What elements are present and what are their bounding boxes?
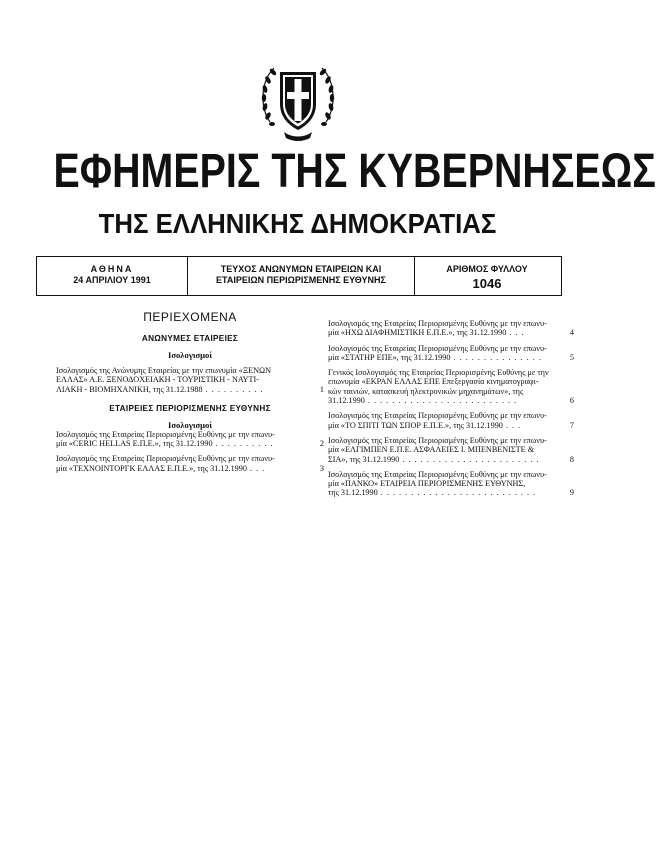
dot-leader: . . . . . . . . . . . . . . . . . . . . . . . . . . — [377, 488, 537, 498]
entry-page-number: 2 — [319, 439, 324, 449]
dot-leader: . . . . . . . . . . — [212, 439, 274, 449]
dot-leader: . . . . . . . . . . . . . . . . . . . . . . . . . — [364, 396, 518, 406]
entry-line: μία «ΣΤΑΤΗΡ ΕΠΕ», της 31.12.1990 — [328, 352, 451, 362]
entry-page-number: 8 — [569, 454, 574, 464]
issue-type-line-2: ΕΤΑΙΡΕΙΩΝ ΠΕΡΙΩΡΙΣΜΕΝΗΣ ΕΥΘΥΝΗΣ — [216, 275, 386, 285]
entry-line: μία «ΠΑΝΚΟ» ΕΤΑΙΡΕΙΑ ΠΕΡΙΟΡΙΣΜΕΝΗΣ ΕΥΘΥΝΗΣ, — [328, 479, 526, 489]
dot-leader: . . . — [506, 328, 525, 338]
contents-entry[interactable] — [56, 430, 324, 449]
contents-entry[interactable] — [328, 368, 574, 405]
entry-line: ΕΛΛΑΣ» Α.Ε. ΞΕΝΟΔΟΧΕΙΑΚΗ - ΤΟΥΡΙΣΤΙΚΗ - ΝΑΥΤΙ- — [56, 375, 259, 385]
entry-line: της 31.12.1990 — [328, 488, 378, 498]
gazette-subtitle: ΤΗΣ ΕΛΛΗΝΙΚΗΣ ΔΗΜΟΚΡΑΤΙΑΣ — [98, 208, 497, 239]
section-subtitle: Ισολογισμοί — [167, 419, 213, 430]
entry-page-number: 3 — [319, 463, 324, 473]
entry-line: Ισολογισμός της Ανώνυμης Εταιρείας με την επωνυμία «ΞΕΝΩΝ — [56, 366, 272, 375]
entry-line: Ισολογισμός της Εταιρείας Περιορισμένης Ευθύνης με την επωνυ- — [328, 343, 547, 353]
entry-line: μία «ΕΛΓΙΜΠΕΝ Ε.Π.Ε. ΑΣΦΑΛΕΙΕΣ Ι. ΜΠΕΝΒΕΝΙΣΤΕ & — [328, 445, 535, 455]
entry-line: Ισολογισμός της Εταιρείας Περιορισμένης Ευθύνης με την επωνυ- — [328, 469, 547, 479]
entry-line: μία «ΤΟ ΣΠΙΤΙ ΤΩΝ ΣΠΟΡ Ε.Π.Ε.», της 31.12.1990 — [328, 420, 503, 430]
gazette-title: ΕΦΗΜΕΡΙΣ ΤΗΣ ΚΥΒΕΡΝΗΣΕΩΣ — [53, 145, 656, 198]
entry-line: Ισολογισμός της Εταιρείας Περιορισμένης Ευθύνης με την επωνυ- — [328, 435, 547, 445]
sheet-number: 1046 — [472, 276, 502, 291]
entry-line: ΣΙΑ», της 31.12.1990 — [328, 454, 400, 464]
section-title: ΕΤΑΙΡΕΙΕΣ ΠΕΡΙΟΡΙΣΜΕΝΗΣ ΕΥΘΥΝΗΣ — [109, 403, 271, 413]
sheet-number-label: ΑΡΙΘΜΟΣ ΦΥΛΛΟΥ — [446, 264, 528, 274]
city-label: ΑΘΗΝΑ — [90, 264, 134, 274]
entry-line: Ισολογισμός της Εταιρείας Περιορισμένης Ευθύνης με την επωνυ- — [56, 454, 275, 464]
entry-page-number: 9 — [569, 488, 574, 498]
entry-line: Ισολογισμός της Εταιρείας Περιορισμένης Ευθύνης με την επωνυ- — [328, 319, 547, 328]
section-title: ΑΝΩΝΥΜΕΣ ΕΤΑΙΡΕΙΕΣ — [141, 334, 239, 343]
contents-entry[interactable] — [328, 470, 574, 498]
issue-info-box — [36, 256, 562, 296]
entry-line: κών ταινιών, κατασκευή ηλεκτρονικών μηχανημάτων», της — [328, 386, 524, 396]
entry-page-number: 5 — [569, 352, 574, 362]
entry-line: μία «CERIC HELLAS Ε.Π.Ε.», της 31.12.1990 — [56, 439, 213, 449]
entry-line: ΛΙΑΚΗ - ΒΙΟΜΗΧΑΝΙΚΗ, της 31.12.1988 — [56, 384, 203, 394]
dot-leader: . . . — [502, 420, 522, 430]
dot-leader: . . . . . . . . . . — [202, 384, 264, 394]
contents-entry[interactable] — [328, 319, 574, 338]
issue-date: 24 ΑΠΡΙΛΙΟΥ 1991 — [73, 275, 151, 285]
entry-page-number: 6 — [569, 396, 574, 406]
dot-leader: . . . . . . . . . . . . . . . — [450, 352, 542, 362]
entry-page-number: 1 — [319, 384, 324, 394]
entry-line: επωνυμία «ΕΚΡΑΝ ΕΛΛΑΣ ΕΠΕ Επεξεργασία κινηματογραφι- — [328, 377, 539, 387]
issue-type-cell — [187, 257, 415, 295]
greek-coat-of-arms-icon — [256, 52, 340, 148]
dot-leader: . . . — [246, 463, 266, 473]
contents-entry[interactable] — [328, 344, 574, 363]
entry-line: Ισολογισμός της Εταιρείας Περιορισμένης Ευθύνης με την επωνυ- — [56, 429, 275, 439]
entry-line: μία «ΤΕΧΝΟΙΝΤΟΡΓΚ ΕΛΛΑΣ Ε.Π.Ε.», της 31.12.1990 — [56, 463, 247, 473]
sheet-number-cell — [413, 257, 561, 295]
section-subtitle: Ισολογισμοί — [167, 350, 213, 360]
contents-entry[interactable] — [56, 366, 324, 394]
contents-right-column — [328, 319, 574, 498]
contents-left-column — [56, 310, 324, 473]
contents-entry[interactable] — [328, 411, 574, 430]
entry-line: 31.12.1990 — [328, 396, 365, 406]
entry-page-number: 4 — [569, 328, 574, 338]
contents-heading: ΠΕΡΙΕΧΟΜΕΝΑ — [143, 310, 237, 324]
entry-line: Γενικός Ισολογισμός της Εταιρείας Περιορισμένης Ευθύνης με την — [328, 368, 549, 378]
dot-leader: . . . . . . . . . . . . . . . . . . . . . . . — [399, 454, 540, 464]
date-cell — [37, 257, 187, 295]
entry-line: Ισολογισμός της Εταιρείας Περιορισμένης Ευθύνης με την επωνυ- — [328, 411, 547, 421]
issue-type-line-1: ΤΕΥΧΟΣ ΑΝΩΝΥΜΩΝ ΕΤΑΙΡΕΙΩΝ ΚΑΙ — [220, 264, 382, 274]
contents-entry[interactable] — [56, 454, 324, 473]
entry-page-number: 7 — [569, 420, 574, 430]
entry-line: μία «ΗΧΩ ΔΙΑΦΗΜΙΣΤΙΚΗ Ε.Π.Ε.», της 31.12.1990 — [328, 328, 507, 338]
contents-entry[interactable] — [328, 436, 574, 464]
